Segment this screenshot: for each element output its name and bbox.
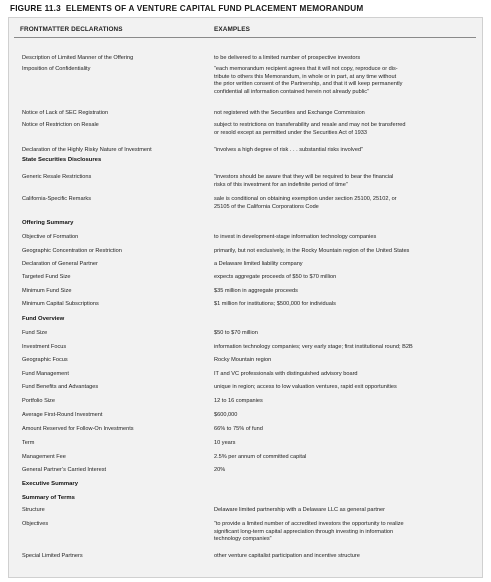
declaration-label: Special Limited Partners: [22, 553, 83, 559]
example-value: 10 years: [214, 440, 236, 446]
figure-title: [10, 4, 363, 13]
declaration-label: Management Fee: [22, 454, 66, 460]
example-value: subject to restrictions on transferability and resale and may not be transferred or resold except as permitted under the Securities Act of 1933: [214, 122, 406, 136]
example-value: 20%: [214, 467, 226, 473]
example-value: primarily, but not exclusively, in the Rocky Mountain region of the United States: [214, 248, 410, 254]
declaration-label: Fund Management: [22, 371, 69, 377]
example-value: Rocky Mountain region: [214, 357, 272, 363]
header-divider: [14, 37, 476, 38]
example-value: to be delivered to a limited number of prospective investors: [214, 55, 361, 61]
example-value: 2.5% per annum of committed capital: [214, 454, 307, 460]
column-header-examples: EXAMPLES: [214, 26, 250, 33]
figure-caption: ELEMENTS OF A VENTURE CAPITAL FUND PLACEMENT MEMORANDUM: [65, 4, 364, 13]
section-heading: Offering Summary: [22, 220, 74, 226]
declaration-label: Average First-Round Investment: [22, 412, 103, 418]
declaration-label: Geographic Focus: [22, 357, 68, 363]
table-panel: [8, 17, 483, 578]
declaration-label: Fund Size: [22, 330, 48, 336]
example-value: “involves a high degree of risk . . . substantial risks involved”: [214, 147, 363, 153]
declaration-label: Investment Focus: [22, 344, 67, 350]
example-value: IT and VC professionals with distinguished advisory board: [214, 371, 358, 377]
example-value: “each memorandum recipient agrees that it will not copy, reproduce or dis- tribute to others this Memorandum, in whole or in part, at any time without the prior written consent of the Partnership, and that it will keep permanently confidential all information contained herein not already public”: [214, 66, 403, 95]
example-value: $600,000: [214, 412, 238, 418]
example-value: unique in region; access to low valuation ventures, rapid exit opportunities: [214, 384, 397, 390]
declaration-label: Notice of Restriction on Resale: [22, 122, 99, 128]
declaration-label: General Partner’s Carried Interest: [22, 467, 107, 473]
declaration-label: Objective of Formation: [22, 234, 79, 240]
example-value: sale is conditional on obtaining exemption under section 25100, 25102, or 25105 of the California Corporations Code: [214, 196, 397, 210]
example-value: $35 million in aggregate proceeds: [214, 288, 298, 294]
declaration-label: Declaration of the Highly Risky Nature of Investment: [22, 147, 152, 153]
figure-number: FIGURE 11.3: [10, 4, 61, 13]
declaration-label: Minimum Capital Subscriptions: [22, 301, 99, 307]
declaration-label: Objectives: [22, 521, 49, 527]
declaration-label: Amount Reserved for Follow-On Investments: [22, 426, 134, 432]
declaration-label: Fund Benefits and Advantages: [22, 384, 99, 390]
declaration-label: Declaration of General Partner: [22, 261, 98, 267]
column-header-declarations: FRONTMATTER DECLARATIONS: [20, 26, 123, 33]
declaration-label: Minimum Fund Size: [22, 288, 72, 294]
declaration-label: Term: [22, 440, 35, 446]
example-value: Delaware limited partnership with a Delaware LLC as general partner: [214, 507, 386, 513]
example-value: expects aggregate proceeds of $50 to $70 million: [214, 274, 337, 280]
example-value: $50 to $70 million: [214, 330, 258, 336]
declaration-label: Portfolio Size: [22, 398, 55, 404]
declaration-label: California-Specific Remarks: [22, 196, 92, 202]
section-heading: Fund Overview: [22, 316, 65, 322]
example-value: information technology companies; very early stage; first institutional round; B2B: [214, 344, 413, 350]
declaration-label: Generic Resale Restrictions: [22, 174, 92, 180]
section-heading: Summary of Terms: [22, 495, 75, 501]
declaration-label: Targeted Fund Size: [22, 274, 71, 280]
example-value: 66% to 75% of fund: [214, 426, 263, 432]
section-heading: State Securities Disclosures: [22, 157, 102, 163]
example-value: to invest in development-stage information technology companies: [214, 234, 377, 240]
example-value: other venture capitalist participation and incentive structure: [214, 553, 360, 559]
declaration-label: Imposition of Confidentiality: [22, 66, 91, 72]
declaration-label: Structure: [22, 507, 45, 513]
section-heading: Executive Summary: [22, 481, 78, 487]
declaration-label: Description of Limited Manner of the Offering: [22, 55, 134, 61]
example-value: a Delaware limited liability company: [214, 261, 303, 267]
example-value: “investors should be aware that they will be required to bear the financial risks of this investment for an indefinite period of time”: [214, 174, 394, 188]
example-value: 12 to 16 companies: [214, 398, 263, 404]
declaration-label: Notice of Lack of SEC Registration: [22, 110, 109, 116]
example-value: not registered with the Securities and Exchange Commission: [214, 110, 365, 116]
example-value: $1 million for institutions; $500,000 for individuals: [214, 301, 336, 307]
example-value: “to provide a limited number of accredited investors the opportunity to realize significant long-term capital appreciation through investing in information technology companies”: [214, 521, 404, 543]
declaration-label: Geographic Concentration or Restriction: [22, 248, 122, 254]
